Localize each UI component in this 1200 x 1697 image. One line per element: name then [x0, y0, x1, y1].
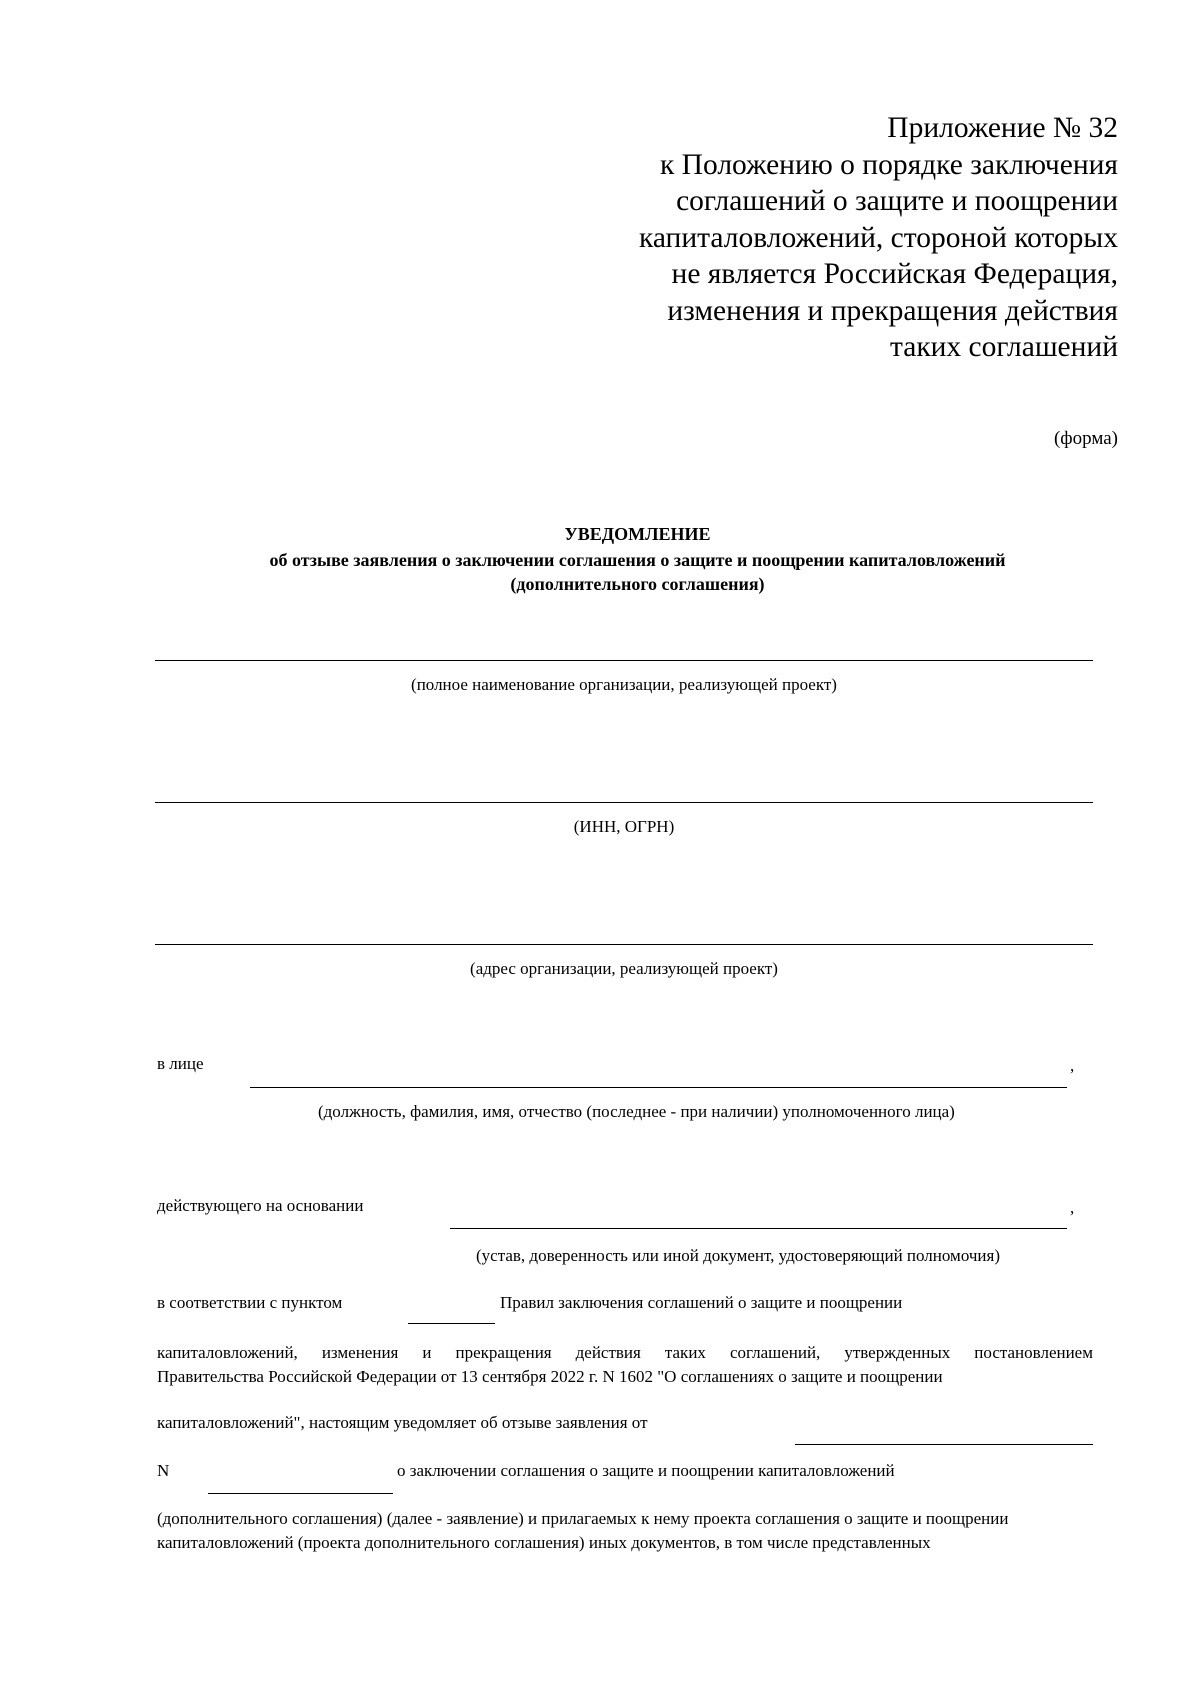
document-subtitle-2: (дополнительного соглашения) [510, 574, 765, 594]
application-number-field[interactable] [208, 1493, 393, 1494]
basis-comma: , [1070, 1198, 1075, 1217]
person-comma: , [1070, 1056, 1075, 1075]
appendix-number: Приложение № 32 [887, 112, 1118, 144]
point-text: Правил заключения соглашений о защите и поощрении [500, 1293, 903, 1312]
body-paragraph [157, 1341, 1093, 1389]
body-line: капиталовложений", настоящим уведомляет об отзыве заявления от [157, 1413, 648, 1432]
document-title: УВЕДОМЛЕНИЕ [564, 524, 711, 544]
point-number-field[interactable] [408, 1323, 495, 1324]
number-label: N [157, 1461, 170, 1480]
body-line: (дополнительного соглашения) (далее - заявление) и прилагаемых к нему проекта соглашения о защите и поощрении [157, 1509, 1009, 1528]
inn-ogrn-field[interactable] [155, 802, 1093, 803]
person-caption: (должность, фамилия, имя, отчество (последнее - при наличии) уполномоченного лица) [318, 1102, 955, 1121]
application-date-field[interactable] [795, 1444, 1093, 1445]
org-name-field[interactable] [155, 660, 1093, 661]
address-caption: (адрес организации, реализующей проект) [470, 959, 778, 978]
appendix-line: таких соглашений [889, 331, 1118, 363]
form-label: (форма) [1053, 428, 1118, 449]
appendix-line: соглашений о защите и поощрении [676, 185, 1118, 217]
body-line: капиталовложений (проекта дополнительного соглашения) иных документов, в том числе представленных [157, 1533, 931, 1552]
basis-label: действующего на основании [157, 1196, 364, 1215]
appendix-line: капиталовложений, стороной которых [638, 221, 1118, 254]
body-line: Правительства Российской Федерации от 13 сентября 2022 г. N 1602 "О соглашениях о защите и поощрении [157, 1367, 943, 1386]
body-paragraph-2 [157, 1507, 1093, 1555]
address-field[interactable] [155, 944, 1093, 945]
appendix-header [558, 110, 1118, 366]
inn-ogrn-caption: (ИНН, ОГРН) [573, 817, 675, 836]
person-label: в лице [157, 1054, 204, 1073]
document-subtitle: об отзыве заявления о заключении соглашения о защите и поощрении капиталовложений [269, 550, 1006, 570]
appendix-line: изменения и прекращения действия [667, 294, 1118, 327]
basis-caption: (устав, доверенность или иной документ, удостоверяющий полномочия) [476, 1246, 1001, 1265]
person-field[interactable] [250, 1087, 1067, 1088]
appendix-line: не является Российская Федерация, [671, 258, 1118, 290]
basis-field[interactable] [450, 1228, 1067, 1229]
body-line: капиталовложений, изменения и прекращения действия таких соглашений, утвержденных постановлением [157, 1343, 1093, 1362]
body-line: о заключении соглашения о защите и поощрении капиталовложений [397, 1461, 895, 1480]
org-name-caption: (полное наименование организации, реализующей проект) [411, 675, 837, 694]
appendix-line: к Положению о порядке заключения [659, 148, 1118, 181]
point-label: в соответствии с пунктом [157, 1293, 343, 1312]
